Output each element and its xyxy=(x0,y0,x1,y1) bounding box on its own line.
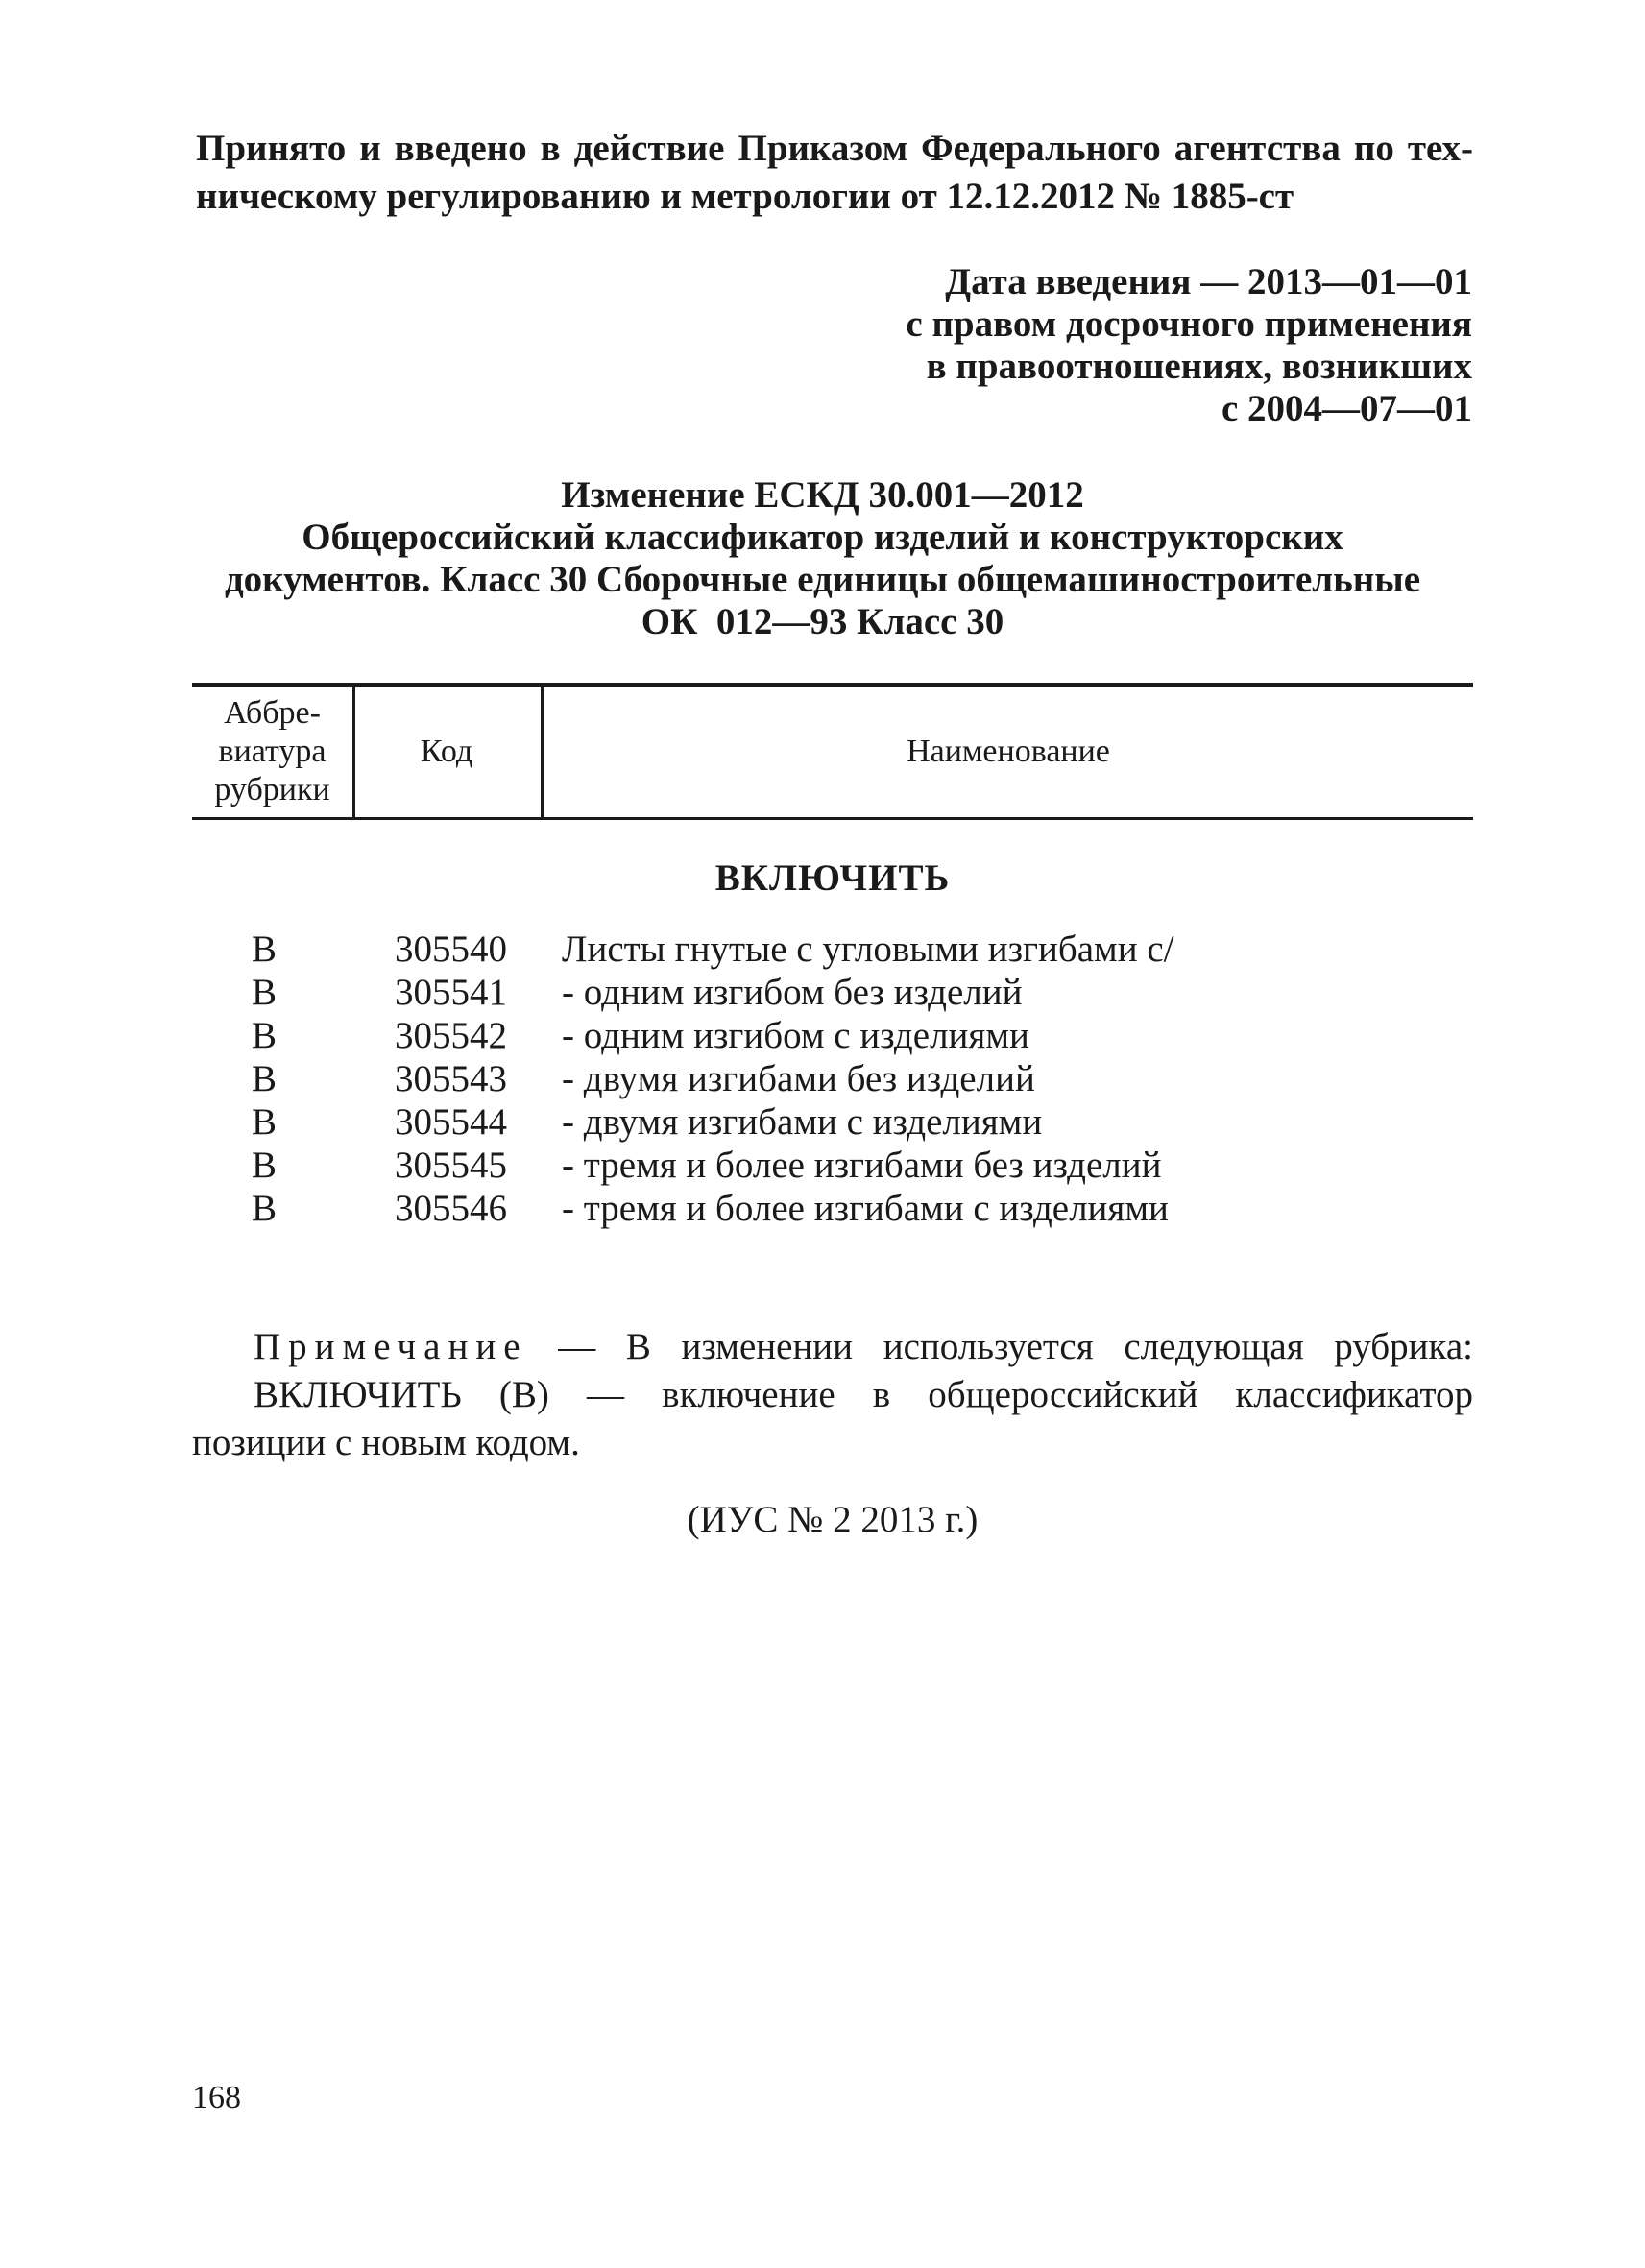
amendment-title xyxy=(144,474,1501,643)
table-row xyxy=(192,928,1473,971)
table-row xyxy=(192,971,1473,1014)
adoption-statement xyxy=(196,125,1473,221)
effective-date-line-1: Дата введения — 2013—01—01 xyxy=(945,261,1472,302)
header-abbr-line-3: рубрики xyxy=(214,772,330,808)
header-code xyxy=(352,687,544,817)
row-abbreviation: В xyxy=(252,1101,278,1143)
table-row xyxy=(192,1187,1473,1230)
title-line-4: ОК 012—93 Класс 30 xyxy=(641,601,1004,642)
header-abbr-line-2: виатура xyxy=(218,734,327,769)
row-name: - тремя и более изгибами без изделий xyxy=(562,1145,1162,1186)
row-code: 305545 xyxy=(395,1145,507,1186)
adoption-line-1: Принято и введено в действие Приказом Федерального агентства по тех- xyxy=(196,128,1473,169)
row-code: 305543 xyxy=(395,1058,507,1099)
note-label: Примечание xyxy=(254,1326,528,1367)
row-name: - двумя изгибами без изделий xyxy=(562,1058,1035,1099)
entry-list xyxy=(192,928,1473,1230)
row-name: - двумя изгибами с изделиями xyxy=(562,1101,1043,1143)
page-number: 168 xyxy=(192,2080,241,2115)
row-abbreviation: В xyxy=(252,1145,278,1186)
row-abbreviation: В xyxy=(252,972,278,1013)
adoption-line-2: ническому регулированию и метрологии от 12.12.2012 № 1885-ст xyxy=(196,176,1294,217)
table-header xyxy=(192,683,1473,820)
row-code: 305542 xyxy=(395,1015,507,1056)
table-row xyxy=(192,1014,1473,1057)
row-name: Листы гнутые с угловыми изгибами с/ xyxy=(562,929,1174,970)
header-code-label: Код xyxy=(420,734,473,769)
row-code: 305546 xyxy=(395,1188,507,1229)
note-line-1 xyxy=(192,1323,1473,1371)
row-code: 305540 xyxy=(395,929,507,970)
row-code: 305541 xyxy=(395,972,507,1013)
header-abbr-line-1: Аббре- xyxy=(224,695,321,731)
title-line-3: документов. Класс 30 Сборочные единицы общемашиностроительные xyxy=(224,559,1421,600)
row-name: - тремя и более изгибами с изделиями xyxy=(562,1188,1169,1229)
effective-date-line-3: в правоотношениях, возникших xyxy=(926,346,1472,387)
row-abbreviation: В xyxy=(252,1058,278,1099)
header-name-label: Наименование xyxy=(907,734,1110,769)
section-heading: ВКЛЮЧИТЬ xyxy=(714,857,951,899)
row-name: - одним изгибом с изделиями xyxy=(562,1015,1029,1056)
effective-date-line-2: с правом досрочного применения xyxy=(906,303,1472,345)
row-abbreviation: В xyxy=(252,929,278,970)
row-code: 305544 xyxy=(395,1101,507,1143)
effective-date-block xyxy=(906,261,1472,430)
header-name xyxy=(544,687,1473,817)
table-row xyxy=(192,1057,1473,1100)
table-row xyxy=(192,1144,1473,1187)
header-abbreviation xyxy=(192,687,355,817)
table-row xyxy=(192,1100,1473,1144)
title-line-2: Общероссийский классификатор изделий и конструкторских xyxy=(302,517,1343,558)
publication-reference: (ИУС № 2 2013 г.) xyxy=(687,1499,979,1540)
note-line-3: позиции с новым кодом. xyxy=(192,1422,580,1463)
effective-date-line-4: с 2004—07—01 xyxy=(1221,388,1472,429)
note-line-1-text: — В изменении используется следующая рубрика: xyxy=(558,1326,1473,1367)
row-abbreviation: В xyxy=(252,1188,278,1229)
note-line-2: ВКЛЮЧИТЬ (В) — включение в общероссийский классификатор xyxy=(254,1374,1473,1415)
title-line-1: Изменение ЕСКД 30.001—2012 xyxy=(561,474,1084,516)
note-block xyxy=(192,1323,1473,1467)
row-name: - одним изгибом без изделий xyxy=(562,972,1023,1013)
row-abbreviation: В xyxy=(252,1015,278,1056)
